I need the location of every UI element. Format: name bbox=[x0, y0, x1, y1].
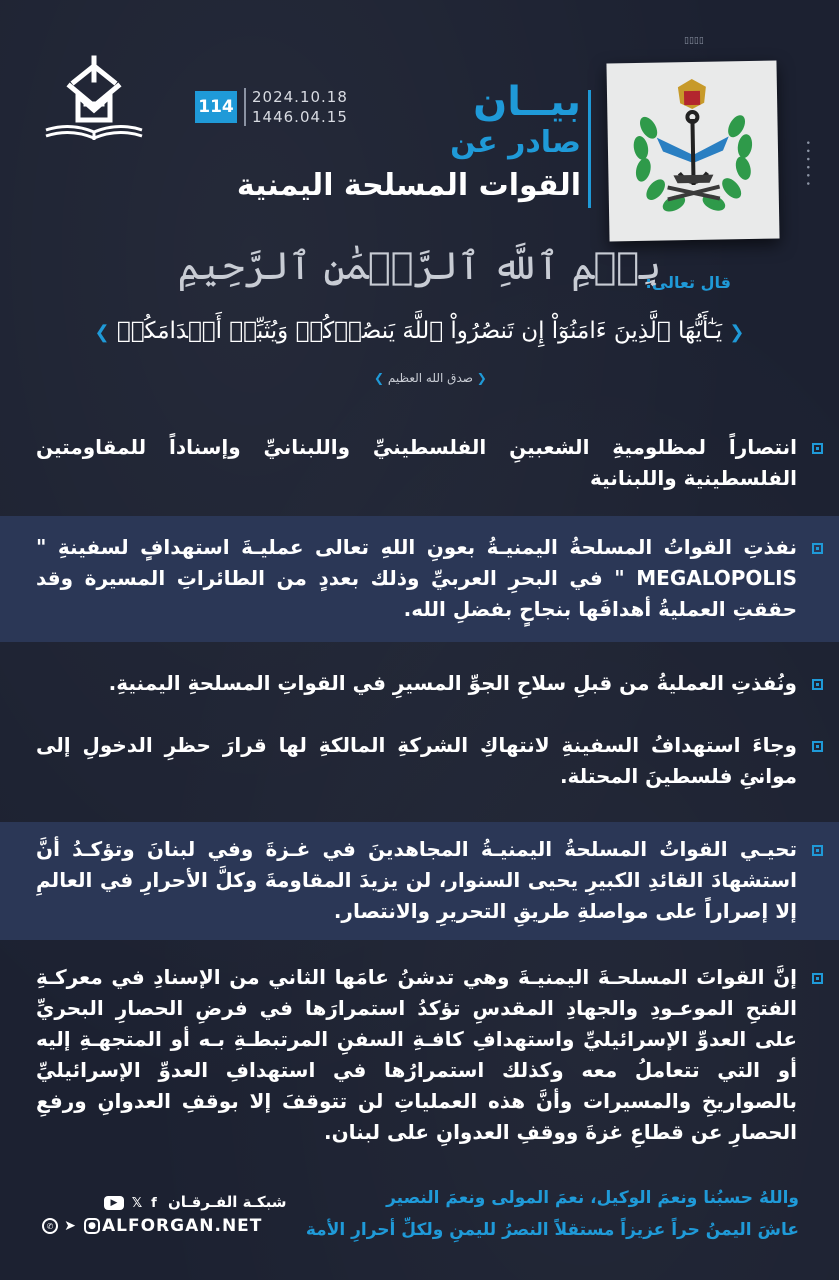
basmala: بِسۡمِ ٱللَّهِ ٱلرَّحۡمَٰنِ ٱلرَّحِيمِ bbox=[177, 244, 662, 288]
issue-number: 114 bbox=[195, 91, 237, 123]
statement-paragraph bbox=[0, 962, 839, 1148]
statement-paragraph-highlighted bbox=[0, 822, 839, 940]
website-link[interactable]: ALFORGAN.NET bbox=[102, 1216, 263, 1236]
title-issued-by: صادر عن bbox=[450, 125, 581, 160]
whatsapp-icon[interactable]: ✆ bbox=[42, 1218, 58, 1234]
quote-intro: قال تعالى: bbox=[645, 273, 731, 292]
corner-mark: ▯▯▯▯ bbox=[684, 36, 704, 46]
ornament-icon: ❮ bbox=[729, 322, 745, 343]
closing-statement bbox=[279, 1182, 799, 1246]
quran-verse bbox=[0, 318, 839, 344]
closing-line-1: واللهُ حسبُنا ونعمَ الوكيل، نعمَ المولى ونعمَ النصير bbox=[386, 1188, 799, 1208]
paragraph-text: نفذتِ القواتُ المسلحةُ اليمنيـةُ بعونِ اللهِ تعالى عمليـةَ استهدافٍ لسفينةِ " MEGALOPOLIS " في البحرِ العربيِّ وذلك بعددٍ من الطائراتِ المسيرة وقد حققتِ العمليةُ أهدافَها بنجاحٍ بفضلِ الله. bbox=[36, 535, 797, 621]
statement-paragraph bbox=[0, 432, 839, 494]
paragraph-text: إنَّ القواتَ المسلحـةَ اليمنيـةَ وهي تدشنُ عامَها الثاني من الإسنادِ في معركـةِ الفتحِ الموعـودِ والجهادِ المقدسِ تؤكدُ استمرارَها في فرضِ الحصارِ البحريِّ على العدوِّ الإسرائيليِّ واستهدافِ كافـةِ السفنِ المرتبطـةِ بـه أو المتجهـةِ إليه أو التي تتعاملُ معه وكذلك استمرارُها في استهدافِ العدوِّ الإسرائيليِّ بالصواريخِ والمسيرات وأنَّ هذه العملياتِ لن تتوقفَ إلا بوقفِ العدوانِ ورفعِ الحصارِ عن قطاعِ غزةَ ووقفِ العدوانِ على لبنان. bbox=[36, 965, 797, 1144]
paragraph-text: تحيـي القواتُ المسلحةُ اليمنيـةُ المجاهدينَ في غـزةَ وفي لبنانَ وتؤكـدُ أنَّ استشهادَ القائدِ الكبيرِ يحيى السنوار، لن يزيدَ المقاومةَ وكلَّ الأحرارِ في العالمِ إلا إصراراً على مواصلةِ طريقِ التحريرِ والانتصار. bbox=[36, 837, 797, 923]
bullet-icon bbox=[812, 973, 823, 984]
ornament-icon: ❯ bbox=[374, 371, 385, 385]
armed-forces-emblem bbox=[606, 61, 779, 242]
date-hijri: 1446.04.15 bbox=[252, 108, 348, 126]
bullet-icon bbox=[812, 679, 823, 690]
statement-paragraph bbox=[0, 668, 839, 699]
ornament-icon: ❯ bbox=[94, 322, 110, 343]
title-statement: بيــان bbox=[473, 79, 581, 125]
statement-paragraph-highlighted bbox=[0, 516, 839, 642]
instagram-icon[interactable]: ● bbox=[84, 1218, 100, 1234]
telegram-icon[interactable]: ➤ bbox=[64, 1218, 76, 1234]
paragraph-text: انتصاراً لمظلوميةِ الشعبينِ الفلسطينيِّ واللبنانيِّ وإسناداً للمقاومتين الفلسطينية واللبنانية bbox=[36, 435, 797, 490]
alforqan-logo bbox=[40, 52, 148, 152]
paragraph-text: وجاءَ استهدافُ السفينةِ لانتهاكِ الشركةِ المالكةِ لها قرارَ حظرِ الدخولِ إلى موانئِ فلسطينَ المحتلة. bbox=[36, 733, 797, 788]
youtube-icon[interactable]: ▶ bbox=[104, 1196, 124, 1210]
date-gregorian: 2024.10.18 bbox=[252, 88, 348, 106]
bullet-icon bbox=[812, 443, 823, 454]
date-separator bbox=[244, 88, 246, 126]
title-issuer: القوات المسلحة اليمنية bbox=[236, 168, 581, 203]
closing-line-2: عاشَ اليمنُ حراً عزيزاً مستقلاً النصرُ لليمنِ ولكلِّ أحرارِ الأمة bbox=[305, 1220, 799, 1240]
facebook-icon[interactable]: f bbox=[151, 1195, 157, 1211]
bullet-icon bbox=[812, 543, 823, 554]
header-divider bbox=[588, 90, 591, 208]
side-marks: • • • • • • bbox=[802, 140, 812, 187]
verse-text: يَـٰٓأَيُّهَا ٱلَّذِينَ ءَامَنُوٓاْ إِن تَنصُرُواْ ٱللَّهَ يَنصُرۡكُمۡ وَيُثَبِّتۡ أَقۡدَامَكُمۡ bbox=[116, 318, 723, 344]
ornament-icon: ❮ bbox=[476, 371, 487, 385]
x-icon[interactable]: 𝕏 bbox=[131, 1195, 143, 1211]
bullet-icon bbox=[812, 845, 823, 856]
paragraph-text: ونُفذتِ العمليةُ من قبلِ سلاحِ الجوِّ المسيرِ في القواتِ المسلحةِ اليمنيةِ. bbox=[108, 671, 797, 695]
network-name: شبكـة الفـرقـان bbox=[168, 1193, 287, 1211]
bullet-icon bbox=[812, 741, 823, 752]
statement-paragraph bbox=[0, 730, 839, 792]
verse-closing: ❮ صدق الله العظيم ❯ bbox=[374, 371, 487, 385]
